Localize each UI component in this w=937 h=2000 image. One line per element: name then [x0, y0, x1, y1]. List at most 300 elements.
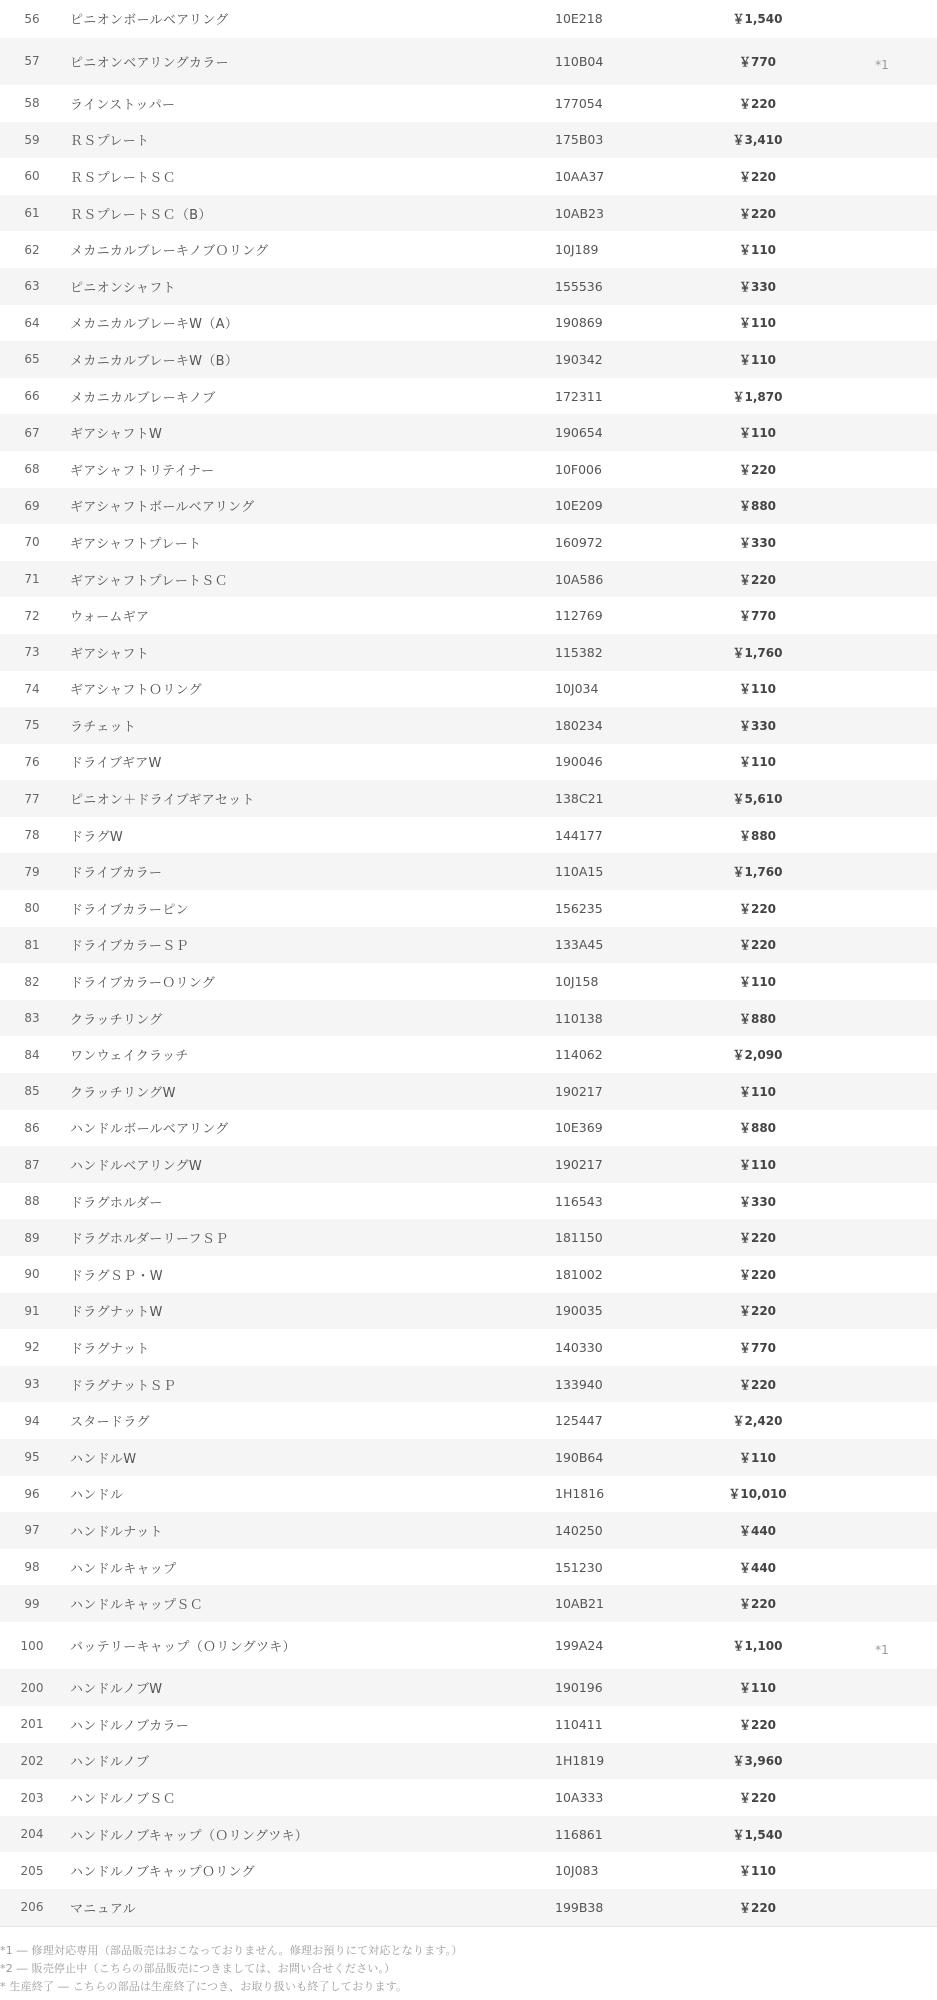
part-note: [862, 744, 902, 781]
part-name: ギアシャフトボールベアリング: [70, 500, 255, 516]
table-row: [0, 195, 937, 232]
part-name: ハンドルノブキャップ（Ｏリングツキ）: [70, 1828, 309, 1844]
table-row: [0, 780, 937, 817]
part-name: メカニカルブレーキW（A）: [70, 317, 239, 333]
table-row: [0, 305, 937, 342]
part-price: ￥5,610: [732, 792, 783, 807]
part-name: ドライブカラー: [70, 866, 163, 882]
part-price: ￥110: [738, 1864, 777, 1879]
table-row: [0, 341, 937, 378]
part-number: 92: [24, 1340, 40, 1355]
part-price: ￥110: [738, 1084, 777, 1099]
part-code: 151230: [555, 1559, 603, 1575]
part-name: ピニオン＋ドライブギアセット: [70, 793, 255, 809]
part-number: 65: [24, 352, 40, 367]
part-note: [862, 1706, 902, 1743]
part-note: [862, 1669, 902, 1706]
part-note: [862, 853, 902, 890]
table-row: [0, 1219, 937, 1256]
part-price: ￥110: [738, 426, 777, 441]
table-row: [0, 451, 937, 488]
part-code: 116543: [555, 1193, 603, 1209]
part-price: ￥440: [738, 1523, 777, 1538]
part-note: [862, 1585, 902, 1622]
part-note: [862, 780, 902, 817]
part-note: [862, 231, 902, 268]
part-note: [862, 85, 902, 122]
table-row: [0, 158, 937, 195]
part-note: [862, 378, 902, 415]
part-note: [862, 1293, 902, 1330]
part-number: 90: [24, 1267, 40, 1282]
part-name: ドラグW: [70, 829, 124, 845]
part-name: ハンドルキャップＳＣ: [70, 1598, 204, 1614]
part-code: 133940: [555, 1376, 603, 1392]
table-row: [0, 1622, 937, 1670]
part-code: 181150: [555, 1230, 603, 1246]
table-row: [0, 85, 937, 122]
part-price: ￥220: [738, 1791, 777, 1806]
part-number: 83: [24, 1011, 40, 1026]
part-name: ドライブカラーＳＰ: [70, 939, 189, 955]
part-price: ￥220: [738, 572, 777, 587]
table-row: [0, 1852, 937, 1889]
part-price: ￥880: [738, 499, 777, 514]
part-note: [862, 1000, 902, 1037]
part-number: 98: [24, 1560, 40, 1575]
table-row: [0, 1439, 937, 1476]
part-number: 59: [24, 132, 40, 147]
part-note: [862, 927, 902, 964]
part-name: ハンドルノブカラー: [70, 1718, 190, 1734]
table-row: [0, 488, 937, 525]
part-number: 56: [24, 11, 40, 26]
part-name: ドラグＳＰ・W: [70, 1268, 163, 1284]
part-name: ドラグホルダー: [70, 1195, 163, 1211]
part-number: 82: [24, 974, 40, 989]
part-price: ￥1,540: [732, 1827, 783, 1842]
part-number: 88: [24, 1194, 40, 1209]
part-number: 64: [24, 315, 40, 330]
part-name: メカニカルブレーキW（B）: [70, 353, 239, 369]
part-name: ドライブカラーＯリング: [70, 976, 216, 992]
part-code: 10J158: [555, 974, 599, 990]
part-number: 206: [20, 1900, 44, 1915]
part-number: 100: [20, 1638, 44, 1653]
part-note: [862, 1549, 902, 1586]
part-price: ￥220: [738, 1267, 777, 1282]
part-code: 114062: [555, 1047, 603, 1063]
part-price: ￥770: [738, 54, 777, 69]
table-row: [0, 1073, 937, 1110]
part-name: ラインストッパー: [70, 97, 176, 113]
part-code: 190196: [555, 1680, 603, 1696]
table-row: [0, 597, 937, 634]
part-number: 70: [24, 535, 40, 550]
table-row: [0, 707, 937, 744]
table-row: [0, 1476, 937, 1513]
part-price: ￥1,760: [732, 865, 783, 880]
part-code: 110411: [555, 1716, 603, 1732]
part-code: 144177: [555, 827, 603, 843]
part-price: ￥330: [738, 279, 777, 294]
part-number: 200: [20, 1680, 44, 1695]
part-name: メカニカルブレーキノブ: [70, 390, 216, 406]
part-code: 190217: [555, 1083, 603, 1099]
part-price: ￥220: [738, 938, 777, 953]
part-code: 10E209: [555, 498, 603, 514]
part-number: 57: [24, 54, 40, 69]
part-code: 10J083: [555, 1863, 599, 1879]
part-number: 79: [24, 864, 40, 879]
part-name: ギアシャフトリテイナー: [70, 463, 215, 479]
part-code: 190B64: [555, 1449, 604, 1465]
table-row: [0, 1549, 937, 1586]
part-name: ＲＳプレートＳＣ: [70, 170, 176, 186]
footnote-2: *2 ― 販売停止中（こちらの部品販売につきましては、お問い合せください。）: [0, 1962, 396, 1975]
part-number: 80: [24, 901, 40, 916]
part-note: [862, 122, 902, 159]
part-price: ￥220: [738, 169, 777, 184]
part-number: 201: [20, 1717, 44, 1732]
part-code: 116861: [555, 1826, 603, 1842]
part-name: ドラグナットＳＰ: [70, 1378, 177, 1394]
part-code: 125447: [555, 1413, 603, 1429]
part-note: [862, 1366, 902, 1403]
part-name: ＲＳプレート: [70, 134, 150, 150]
part-code: 110B04: [555, 53, 604, 69]
part-code: 190342: [555, 351, 603, 367]
table-row: [0, 963, 937, 1000]
part-number: 74: [24, 681, 40, 696]
part-code: 190654: [555, 425, 603, 441]
part-note: [862, 561, 902, 598]
part-note: [862, 1146, 902, 1183]
part-name: ギアシャフトプレートＳＣ: [70, 573, 228, 589]
part-price: ￥220: [738, 1900, 777, 1915]
part-number: 93: [24, 1377, 40, 1392]
table-bottom-divider: [0, 1926, 937, 1927]
table-row: [0, 1512, 937, 1549]
part-note: [862, 451, 902, 488]
part-note: [862, 1743, 902, 1780]
part-name: ギアシャフトW: [70, 427, 163, 443]
part-price: ￥1,100: [732, 1639, 783, 1654]
part-number: 60: [24, 169, 40, 184]
part-number: 76: [24, 754, 40, 769]
part-note: [862, 1852, 902, 1889]
table-row: [0, 231, 937, 268]
table-row: [0, 1000, 937, 1037]
part-number: 71: [24, 572, 40, 587]
part-code: 155536: [555, 278, 603, 294]
part-name: マニュアル: [70, 1901, 136, 1917]
part-price: ￥2,090: [732, 1048, 783, 1063]
part-note: [862, 963, 902, 1000]
part-price: ￥220: [738, 462, 777, 477]
part-code: 10AA37: [555, 168, 605, 184]
part-code: 199B38: [555, 1899, 604, 1915]
part-price: ￥880: [738, 1121, 777, 1136]
part-price: ￥220: [738, 206, 777, 221]
part-name: バッテリーキャップ（Ｏリングツキ）: [70, 1640, 296, 1656]
part-code: 115382: [555, 644, 603, 660]
part-number: 61: [24, 206, 40, 221]
part-number: 203: [20, 1790, 44, 1805]
part-code: 199A24: [555, 1638, 604, 1654]
part-note: [862, 414, 902, 451]
part-number: 205: [20, 1863, 44, 1878]
part-code: 10E369: [555, 1120, 603, 1136]
part-number: 86: [24, 1120, 40, 1135]
table-row: [0, 1779, 937, 1816]
table-row: [0, 817, 937, 854]
part-number: 77: [24, 791, 40, 806]
part-name: ハンドルボールベアリング: [70, 1122, 229, 1138]
table-row: [0, 524, 937, 561]
table-row: [0, 378, 937, 415]
part-code: 110138: [555, 1010, 603, 1026]
part-note: [862, 488, 902, 525]
part-price: ￥110: [738, 1681, 777, 1696]
footnotes: [0, 1942, 937, 1996]
part-price: ￥2,420: [732, 1414, 783, 1429]
part-price: ￥10,010: [728, 1487, 787, 1502]
table-row: [0, 634, 937, 671]
part-note: [862, 890, 902, 927]
part-code: 140250: [555, 1522, 603, 1538]
table-row: [0, 561, 937, 598]
part-name: ラチェット: [70, 719, 137, 735]
part-code: 177054: [555, 95, 603, 111]
part-note: [862, 158, 902, 195]
part-price: ￥880: [738, 828, 777, 843]
part-name: ハンドルW: [70, 1451, 137, 1467]
part-price: ￥110: [738, 682, 777, 697]
part-name: ギアシャフト: [70, 646, 150, 662]
part-price: ￥440: [738, 1560, 777, 1575]
table-row: [0, 0, 937, 38]
part-note: [862, 671, 902, 708]
part-code: 190046: [555, 754, 603, 770]
part-code: 140330: [555, 1339, 603, 1355]
table-row: [0, 1366, 937, 1403]
part-code: 10AB23: [555, 205, 604, 221]
part-note: [862, 634, 902, 671]
part-name: ハンドルノブ: [70, 1755, 150, 1771]
part-price: ￥1,870: [732, 389, 783, 404]
part-note: [862, 0, 902, 38]
part-code: 190869: [555, 315, 603, 331]
part-note: *1: [875, 1642, 889, 1657]
part-name: ドライブカラーピン: [70, 902, 189, 918]
part-name: ハンドルノブW: [70, 1682, 163, 1698]
part-price: ￥220: [738, 901, 777, 916]
part-note: [862, 1073, 902, 1110]
part-code: 10J034: [555, 681, 599, 697]
part-price: ￥330: [738, 535, 777, 550]
part-name: ＲＳプレートＳＣ（B）: [70, 207, 212, 223]
part-code: 112769: [555, 608, 603, 624]
part-number: 97: [24, 1523, 40, 1538]
part-name: ギアシャフトプレート: [70, 536, 202, 552]
footnote-3: * 生産終了 ― こちらの部品は生産終了につき、お取り扱いも終了しております。: [0, 1980, 408, 1993]
table-row: [0, 1293, 937, 1330]
part-price: ￥770: [738, 1340, 777, 1355]
table-row: [0, 1146, 937, 1183]
part-price: ￥220: [738, 96, 777, 111]
part-code: 160972: [555, 534, 603, 550]
part-note: [862, 1183, 902, 1220]
part-code: 1H1816: [555, 1486, 605, 1502]
table-row: [0, 1669, 937, 1706]
part-name: ハンドル: [70, 1488, 124, 1504]
part-price: ￥220: [738, 1231, 777, 1246]
table-row: [0, 890, 937, 927]
part-number: 96: [24, 1486, 40, 1501]
part-number: 62: [24, 242, 40, 257]
part-note: [862, 597, 902, 634]
part-code: 10F006: [555, 461, 602, 477]
part-code: 10E218: [555, 11, 603, 27]
table-row: [0, 414, 937, 451]
part-name: ピニオンシャフト: [70, 280, 176, 296]
table-row: [0, 1183, 937, 1220]
part-code: 156235: [555, 900, 603, 916]
part-code: 138C21: [555, 791, 604, 807]
table-row: [0, 122, 937, 159]
part-code: 10AB21: [555, 1596, 604, 1612]
part-note: [862, 524, 902, 561]
table-row: [0, 927, 937, 964]
part-price: ￥770: [738, 609, 777, 624]
part-number: 204: [20, 1827, 44, 1842]
part-note: [862, 817, 902, 854]
part-number: 75: [24, 718, 40, 733]
part-name: クラッチリングW: [70, 1085, 176, 1101]
table-row: [0, 1889, 937, 1926]
table-row: [0, 1743, 937, 1780]
part-price: ￥220: [738, 1717, 777, 1732]
part-code: 1H1819: [555, 1753, 605, 1769]
part-code: 172311: [555, 388, 603, 404]
part-number: 73: [24, 645, 40, 660]
part-code: 181002: [555, 1266, 603, 1282]
part-number: 91: [24, 1303, 40, 1318]
part-number: 94: [24, 1413, 40, 1428]
table-row: [0, 38, 937, 86]
part-name: ピニオンボールベアリング: [70, 13, 229, 29]
part-price: ￥220: [738, 1377, 777, 1392]
part-number: 72: [24, 608, 40, 623]
part-note: [862, 1476, 902, 1513]
part-number: 99: [24, 1596, 40, 1611]
part-code: 175B03: [555, 132, 604, 148]
part-note: [862, 1779, 902, 1816]
part-code: 180234: [555, 717, 603, 733]
part-price: ￥330: [738, 1194, 777, 1209]
part-note: [862, 1256, 902, 1293]
part-note: [862, 268, 902, 305]
part-note: [862, 1329, 902, 1366]
part-price: ￥1,760: [732, 645, 783, 660]
part-price: ￥110: [738, 1158, 777, 1173]
part-note: [862, 1402, 902, 1439]
part-name: ワンウェイクラッチ: [70, 1049, 189, 1065]
part-number: 202: [20, 1753, 44, 1768]
part-price: ￥110: [738, 755, 777, 770]
part-name: メカニカルブレーキノブＯリング: [70, 244, 269, 260]
part-name: スタードラグ: [70, 1415, 150, 1431]
part-code: 10A586: [555, 571, 604, 587]
part-note: [862, 1512, 902, 1549]
table-row: [0, 1816, 937, 1853]
part-note: [862, 305, 902, 342]
part-note: [862, 707, 902, 744]
part-name: クラッチリング: [70, 1012, 163, 1028]
part-number: 89: [24, 1230, 40, 1245]
table-row: [0, 1585, 937, 1622]
part-code: 190035: [555, 1303, 603, 1319]
part-name: ハンドルノブキャップＯリング: [70, 1865, 255, 1881]
part-code: 133A45: [555, 937, 604, 953]
part-number: 85: [24, 1084, 40, 1099]
table-row: [0, 744, 937, 781]
part-price: ￥110: [738, 316, 777, 331]
table-row: [0, 1256, 937, 1293]
part-number: 69: [24, 498, 40, 513]
part-price: ￥330: [738, 718, 777, 733]
part-note: [862, 341, 902, 378]
table-row: [0, 853, 937, 890]
part-name: ハンドルキャップ: [70, 1561, 177, 1577]
table-row: [0, 1110, 937, 1147]
part-note: [862, 1816, 902, 1853]
part-name: ハンドルナット: [70, 1524, 163, 1540]
part-note: [862, 1889, 902, 1926]
part-note: [862, 1219, 902, 1256]
part-number: 63: [24, 279, 40, 294]
part-name: ドラグナットW: [70, 1305, 163, 1321]
part-number: 87: [24, 1157, 40, 1172]
part-price: ￥3,410: [732, 133, 783, 148]
part-number: 95: [24, 1450, 40, 1465]
footnote-1: *1 ― 修理対応専用（部品販売はおこなっておりません。修理お預りにて対応となります。）: [0, 1944, 463, 1957]
part-name: ハンドルベアリングW: [70, 1159, 203, 1175]
part-name: ピニオンベアリングカラー: [70, 55, 229, 71]
table-row: [0, 1706, 937, 1743]
part-price: ￥1,540: [732, 12, 783, 27]
part-note: [862, 1036, 902, 1073]
part-price: ￥110: [738, 975, 777, 990]
part-name: ギアシャフトＯリング: [70, 683, 202, 699]
part-code: 110A15: [555, 864, 604, 880]
part-name: ドライブギアW: [70, 756, 162, 772]
part-note: [862, 1439, 902, 1476]
part-price: ￥110: [738, 352, 777, 367]
part-number: 81: [24, 937, 40, 952]
part-note: [862, 1110, 902, 1147]
part-price: ￥220: [738, 1304, 777, 1319]
table-row: [0, 1329, 937, 1366]
part-number: 58: [24, 96, 40, 111]
table-row: [0, 671, 937, 708]
table-row: [0, 1036, 937, 1073]
part-name: ウォームギア: [70, 610, 150, 626]
part-price: ￥110: [738, 243, 777, 258]
part-price: ￥880: [738, 1011, 777, 1026]
table-row: [0, 268, 937, 305]
